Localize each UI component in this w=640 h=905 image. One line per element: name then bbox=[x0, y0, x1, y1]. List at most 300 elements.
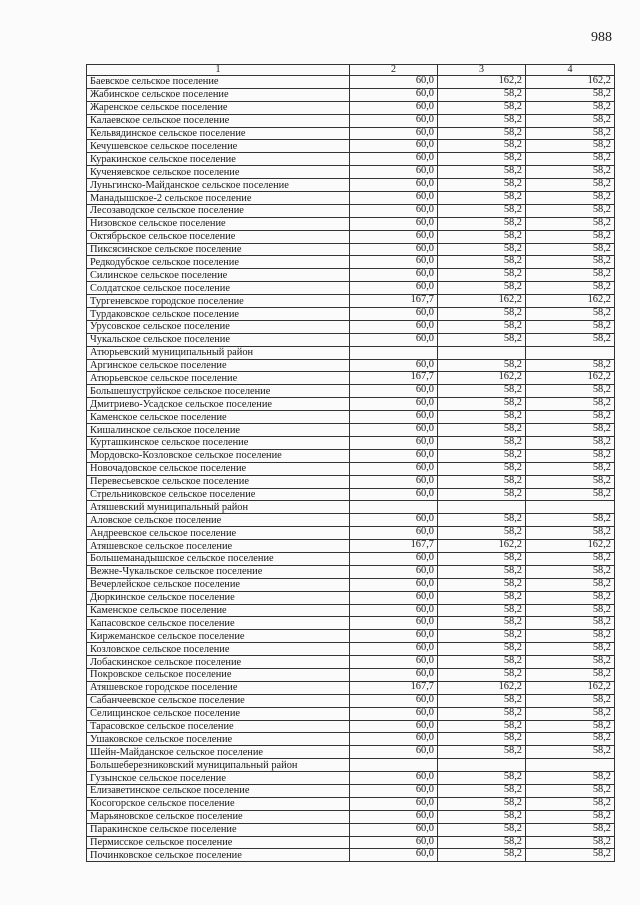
settlement-name: Калаевское сельское поселение bbox=[87, 114, 350, 127]
table-row bbox=[87, 230, 615, 243]
value-col-3: 58,2 bbox=[438, 436, 526, 449]
value-col-4: 58,2 bbox=[526, 153, 615, 166]
value-col-4: 58,2 bbox=[526, 668, 615, 681]
column-header-1: 1 bbox=[87, 65, 350, 76]
value-col-2: 60,0 bbox=[350, 398, 438, 411]
page-number: 988 bbox=[591, 30, 612, 45]
settlement-name: Лобаскинское сельское поселение bbox=[87, 656, 350, 669]
table-row bbox=[87, 527, 615, 540]
table-row bbox=[87, 462, 615, 475]
value-col-4: 58,2 bbox=[526, 140, 615, 153]
table-row bbox=[87, 823, 615, 836]
settlement-name: Андреевское сельское поселение bbox=[87, 527, 350, 540]
value-col-2: 60,0 bbox=[350, 127, 438, 140]
settlement-name: Тарасовское сельское поселение bbox=[87, 720, 350, 733]
value-col-2: 60,0 bbox=[350, 527, 438, 540]
value-col-3: 162,2 bbox=[438, 540, 526, 553]
settlement-name: Вежне-Чукальское сельское поселение bbox=[87, 565, 350, 578]
table-header-row bbox=[87, 65, 615, 76]
value-col-4: 58,2 bbox=[526, 411, 615, 424]
table-row bbox=[87, 308, 615, 321]
value-col-4: 58,2 bbox=[526, 256, 615, 269]
table-row bbox=[87, 398, 615, 411]
table-row bbox=[87, 475, 615, 488]
table-row bbox=[87, 295, 615, 308]
value-col-2: 60,0 bbox=[350, 707, 438, 720]
value-col-3: 58,2 bbox=[438, 707, 526, 720]
value-col-4: 58,2 bbox=[526, 488, 615, 501]
value-col-3: 58,2 bbox=[438, 88, 526, 101]
table-row bbox=[87, 320, 615, 333]
value-col-2: 167,7 bbox=[350, 295, 438, 308]
table-row bbox=[87, 385, 615, 398]
value-col-2: 60,0 bbox=[350, 797, 438, 810]
value-col-3: 58,2 bbox=[438, 514, 526, 527]
settlement-name: Лесозаводское сельское поселение bbox=[87, 204, 350, 217]
value-col-3: 58,2 bbox=[438, 604, 526, 617]
value-col-2: 60,0 bbox=[350, 385, 438, 398]
settlement-name: Кельвядинское сельское поселение bbox=[87, 127, 350, 140]
settlement-name: Жабинское сельское поселение bbox=[87, 88, 350, 101]
value-col-2: 60,0 bbox=[350, 514, 438, 527]
value-col-3: 58,2 bbox=[438, 475, 526, 488]
value-col-2: 60,0 bbox=[350, 643, 438, 656]
settlement-name: Куракинское сельское поселение bbox=[87, 153, 350, 166]
value-col-3: 58,2 bbox=[438, 127, 526, 140]
table-row bbox=[87, 565, 615, 578]
table-row bbox=[87, 772, 615, 785]
value-col-4: 58,2 bbox=[526, 643, 615, 656]
value-col-2: 60,0 bbox=[350, 746, 438, 759]
value-col-4: 58,2 bbox=[526, 565, 615, 578]
settlement-name: Каменское сельское поселение bbox=[87, 604, 350, 617]
empty-cell bbox=[350, 346, 438, 359]
settlement-name: Перевесьевское сельское поселение bbox=[87, 475, 350, 488]
value-col-2: 60,0 bbox=[350, 140, 438, 153]
value-col-2: 60,0 bbox=[350, 552, 438, 565]
value-col-4: 58,2 bbox=[526, 552, 615, 565]
table-row bbox=[87, 591, 615, 604]
empty-cell bbox=[350, 501, 438, 514]
value-col-3: 58,2 bbox=[438, 772, 526, 785]
value-col-2: 60,0 bbox=[350, 88, 438, 101]
value-col-3: 58,2 bbox=[438, 746, 526, 759]
settlement-name: Сабанчеевское сельское поселение bbox=[87, 694, 350, 707]
value-col-4: 58,2 bbox=[526, 810, 615, 823]
value-col-4: 58,2 bbox=[526, 449, 615, 462]
value-col-2: 60,0 bbox=[350, 114, 438, 127]
value-col-2: 60,0 bbox=[350, 308, 438, 321]
value-col-3: 58,2 bbox=[438, 179, 526, 192]
value-col-4: 162,2 bbox=[526, 295, 615, 308]
value-col-3: 58,2 bbox=[438, 643, 526, 656]
value-col-4: 58,2 bbox=[526, 707, 615, 720]
value-col-4: 58,2 bbox=[526, 424, 615, 437]
empty-cell bbox=[350, 759, 438, 772]
value-col-2: 60,0 bbox=[350, 784, 438, 797]
value-col-2: 60,0 bbox=[350, 153, 438, 166]
value-col-4: 58,2 bbox=[526, 204, 615, 217]
value-col-3: 58,2 bbox=[438, 565, 526, 578]
value-col-3: 58,2 bbox=[438, 668, 526, 681]
value-col-2: 60,0 bbox=[350, 333, 438, 346]
value-col-4: 58,2 bbox=[526, 836, 615, 849]
value-col-3: 58,2 bbox=[438, 810, 526, 823]
value-col-3: 58,2 bbox=[438, 733, 526, 746]
settlement-name: Солдатское сельское поселение bbox=[87, 282, 350, 295]
value-col-2: 60,0 bbox=[350, 617, 438, 630]
empty-cell bbox=[526, 759, 615, 772]
value-col-3: 58,2 bbox=[438, 449, 526, 462]
value-col-2: 60,0 bbox=[350, 359, 438, 372]
table-row bbox=[87, 243, 615, 256]
empty-cell bbox=[438, 501, 526, 514]
value-col-2: 60,0 bbox=[350, 733, 438, 746]
settlement-name: Аловское сельское поселение bbox=[87, 514, 350, 527]
value-col-3: 58,2 bbox=[438, 217, 526, 230]
settlement-name: Стрельниковское сельское поселение bbox=[87, 488, 350, 501]
settlement-name: Дюркинское сельское поселение bbox=[87, 591, 350, 604]
table-row bbox=[87, 114, 615, 127]
value-col-2: 60,0 bbox=[350, 411, 438, 424]
value-col-2: 60,0 bbox=[350, 565, 438, 578]
value-col-4: 58,2 bbox=[526, 694, 615, 707]
settlement-name: Урусовское сельское поселение bbox=[87, 320, 350, 333]
value-col-2: 60,0 bbox=[350, 475, 438, 488]
value-col-3: 162,2 bbox=[438, 76, 526, 89]
table-row bbox=[87, 179, 615, 192]
table-row bbox=[87, 656, 615, 669]
column-header-3: 3 bbox=[438, 65, 526, 76]
column-header-2: 2 bbox=[350, 65, 438, 76]
value-col-4: 58,2 bbox=[526, 630, 615, 643]
value-col-3: 58,2 bbox=[438, 230, 526, 243]
value-col-4: 162,2 bbox=[526, 372, 615, 385]
value-col-4: 58,2 bbox=[526, 604, 615, 617]
value-col-2: 60,0 bbox=[350, 449, 438, 462]
value-col-2: 60,0 bbox=[350, 823, 438, 836]
table-row bbox=[87, 514, 615, 527]
data-table bbox=[86, 64, 615, 862]
settlement-name: Аргинское сельское поселение bbox=[87, 359, 350, 372]
value-col-4: 58,2 bbox=[526, 617, 615, 630]
settlement-name: Кечушевское сельское поселение bbox=[87, 140, 350, 153]
table-row bbox=[87, 217, 615, 230]
value-col-2: 60,0 bbox=[350, 320, 438, 333]
value-col-3: 58,2 bbox=[438, 153, 526, 166]
settlement-name: Новочадовское сельское поселение bbox=[87, 462, 350, 475]
value-col-4: 58,2 bbox=[526, 243, 615, 256]
value-col-2: 60,0 bbox=[350, 849, 438, 862]
value-col-2: 60,0 bbox=[350, 217, 438, 230]
district-header-row bbox=[87, 759, 615, 772]
table-row bbox=[87, 707, 615, 720]
table-row bbox=[87, 282, 615, 295]
value-col-4: 58,2 bbox=[526, 359, 615, 372]
settlement-name: Пиксясинское сельское поселение bbox=[87, 243, 350, 256]
value-col-4: 58,2 bbox=[526, 720, 615, 733]
settlement-name: Паракинское сельское поселение bbox=[87, 823, 350, 836]
value-col-2: 60,0 bbox=[350, 630, 438, 643]
table-row bbox=[87, 192, 615, 205]
table-row bbox=[87, 166, 615, 179]
settlement-name: Большеманадышское сельское поселение bbox=[87, 552, 350, 565]
value-col-3: 58,2 bbox=[438, 694, 526, 707]
table-row bbox=[87, 733, 615, 746]
settlement-name: Тургеневское городское поселение bbox=[87, 295, 350, 308]
value-col-4: 58,2 bbox=[526, 88, 615, 101]
value-col-3: 162,2 bbox=[438, 372, 526, 385]
value-col-2: 167,7 bbox=[350, 372, 438, 385]
value-col-4: 58,2 bbox=[526, 333, 615, 346]
settlement-name: Починковское сельское поселение bbox=[87, 849, 350, 862]
value-col-2: 60,0 bbox=[350, 720, 438, 733]
table-row bbox=[87, 424, 615, 437]
value-col-3: 58,2 bbox=[438, 204, 526, 217]
value-col-4: 58,2 bbox=[526, 436, 615, 449]
settlement-name: Баевское сельское поселение bbox=[87, 76, 350, 89]
settlement-name: Силинское сельское поселение bbox=[87, 269, 350, 282]
district-name: Атюрьевский муниципальный район bbox=[87, 346, 350, 359]
value-col-4: 58,2 bbox=[526, 127, 615, 140]
settlement-name: Кученяевское сельское поселение bbox=[87, 166, 350, 179]
value-col-2: 60,0 bbox=[350, 230, 438, 243]
value-col-2: 60,0 bbox=[350, 179, 438, 192]
settlement-name: Жаренское сельское поселение bbox=[87, 101, 350, 114]
value-col-4: 162,2 bbox=[526, 76, 615, 89]
value-col-4: 58,2 bbox=[526, 578, 615, 591]
value-col-3: 58,2 bbox=[438, 359, 526, 372]
table-row bbox=[87, 784, 615, 797]
value-col-4: 58,2 bbox=[526, 320, 615, 333]
value-col-3: 58,2 bbox=[438, 308, 526, 321]
value-col-3: 58,2 bbox=[438, 462, 526, 475]
settlement-name: Октябрьское сельское поселение bbox=[87, 230, 350, 243]
value-col-3: 58,2 bbox=[438, 101, 526, 114]
value-col-2: 60,0 bbox=[350, 204, 438, 217]
value-col-3: 58,2 bbox=[438, 617, 526, 630]
value-col-2: 60,0 bbox=[350, 269, 438, 282]
value-col-3: 58,2 bbox=[438, 720, 526, 733]
value-col-3: 58,2 bbox=[438, 578, 526, 591]
table-row bbox=[87, 681, 615, 694]
value-col-2: 167,7 bbox=[350, 681, 438, 694]
settlement-name: Манадышское-2 сельское поселение bbox=[87, 192, 350, 205]
value-col-3: 58,2 bbox=[438, 630, 526, 643]
value-col-3: 58,2 bbox=[438, 243, 526, 256]
settlement-name: Редкодубское сельское поселение bbox=[87, 256, 350, 269]
table-row bbox=[87, 359, 615, 372]
empty-cell bbox=[438, 759, 526, 772]
value-col-4: 58,2 bbox=[526, 282, 615, 295]
value-col-2: 60,0 bbox=[350, 462, 438, 475]
table-row bbox=[87, 668, 615, 681]
table-row bbox=[87, 578, 615, 591]
table-row bbox=[87, 127, 615, 140]
value-col-3: 58,2 bbox=[438, 656, 526, 669]
table-row bbox=[87, 604, 615, 617]
value-col-4: 58,2 bbox=[526, 784, 615, 797]
settlement-name: Селищинское сельское поселение bbox=[87, 707, 350, 720]
value-col-4: 58,2 bbox=[526, 849, 615, 862]
table-row bbox=[87, 333, 615, 346]
value-col-4: 58,2 bbox=[526, 746, 615, 759]
value-col-4: 58,2 bbox=[526, 385, 615, 398]
settlement-name: Косогорское сельское поселение bbox=[87, 797, 350, 810]
settlement-name: Кишалинское сельское поселение bbox=[87, 424, 350, 437]
settlement-name: Дмитриево-Усадское сельское поселение bbox=[87, 398, 350, 411]
table-row bbox=[87, 552, 615, 565]
value-col-4: 58,2 bbox=[526, 733, 615, 746]
table-row bbox=[87, 694, 615, 707]
table-row bbox=[87, 101, 615, 114]
district-header-row bbox=[87, 346, 615, 359]
table-row bbox=[87, 256, 615, 269]
value-col-4: 58,2 bbox=[526, 591, 615, 604]
value-col-2: 60,0 bbox=[350, 76, 438, 89]
value-col-2: 60,0 bbox=[350, 668, 438, 681]
table-row bbox=[87, 720, 615, 733]
value-col-3: 58,2 bbox=[438, 320, 526, 333]
value-col-4: 58,2 bbox=[526, 166, 615, 179]
empty-cell bbox=[526, 346, 615, 359]
value-col-3: 58,2 bbox=[438, 784, 526, 797]
table-row bbox=[87, 540, 615, 553]
value-col-2: 60,0 bbox=[350, 591, 438, 604]
value-col-3: 58,2 bbox=[438, 385, 526, 398]
empty-cell bbox=[526, 501, 615, 514]
value-col-3: 58,2 bbox=[438, 591, 526, 604]
value-col-2: 60,0 bbox=[350, 101, 438, 114]
table-row bbox=[87, 836, 615, 849]
district-header-row bbox=[87, 501, 615, 514]
value-col-2: 60,0 bbox=[350, 772, 438, 785]
value-col-3: 58,2 bbox=[438, 114, 526, 127]
value-col-3: 58,2 bbox=[438, 488, 526, 501]
value-col-4: 58,2 bbox=[526, 114, 615, 127]
value-col-4: 58,2 bbox=[526, 462, 615, 475]
settlement-name: Козловское сельское поселение bbox=[87, 643, 350, 656]
settlement-name: Ушаковское сельское поселение bbox=[87, 733, 350, 746]
settlement-name: Атюрьевское сельское поселение bbox=[87, 372, 350, 385]
value-col-4: 162,2 bbox=[526, 681, 615, 694]
district-name: Большеберезниковский муниципальный район bbox=[87, 759, 350, 772]
value-col-3: 58,2 bbox=[438, 527, 526, 540]
settlement-name: Турдаковское сельское поселение bbox=[87, 308, 350, 321]
value-col-3: 58,2 bbox=[438, 192, 526, 205]
value-col-4: 58,2 bbox=[526, 823, 615, 836]
table-row bbox=[87, 849, 615, 862]
value-col-3: 58,2 bbox=[438, 269, 526, 282]
value-col-2: 60,0 bbox=[350, 436, 438, 449]
table-row bbox=[87, 436, 615, 449]
value-col-4: 58,2 bbox=[526, 772, 615, 785]
settlement-name: Мордовско-Козловское сельское поселение bbox=[87, 449, 350, 462]
value-col-3: 58,2 bbox=[438, 256, 526, 269]
value-col-3: 58,2 bbox=[438, 166, 526, 179]
value-col-4: 58,2 bbox=[526, 475, 615, 488]
settlement-name: Капасовское сельское поселение bbox=[87, 617, 350, 630]
table-row bbox=[87, 488, 615, 501]
value-col-3: 58,2 bbox=[438, 333, 526, 346]
value-col-4: 162,2 bbox=[526, 540, 615, 553]
table-row bbox=[87, 617, 615, 630]
value-col-3: 58,2 bbox=[438, 823, 526, 836]
value-col-3: 58,2 bbox=[438, 398, 526, 411]
empty-cell bbox=[438, 346, 526, 359]
value-col-2: 60,0 bbox=[350, 488, 438, 501]
value-col-3: 162,2 bbox=[438, 681, 526, 694]
value-col-4: 58,2 bbox=[526, 656, 615, 669]
table-row bbox=[87, 76, 615, 89]
table-row bbox=[87, 630, 615, 643]
value-col-2: 60,0 bbox=[350, 836, 438, 849]
table-row bbox=[87, 411, 615, 424]
settlement-name: Атяшевское сельское поселение bbox=[87, 540, 350, 553]
value-col-2: 60,0 bbox=[350, 578, 438, 591]
value-col-4: 58,2 bbox=[526, 797, 615, 810]
table-row bbox=[87, 204, 615, 217]
settlement-name: Каменское сельское поселение bbox=[87, 411, 350, 424]
settlement-name: Гузынское сельское поселение bbox=[87, 772, 350, 785]
table-row bbox=[87, 449, 615, 462]
district-name: Атяшевский муниципальный район bbox=[87, 501, 350, 514]
value-col-3: 58,2 bbox=[438, 282, 526, 295]
table-row bbox=[87, 153, 615, 166]
settlement-name: Покровское сельское поселение bbox=[87, 668, 350, 681]
value-col-2: 60,0 bbox=[350, 656, 438, 669]
settlement-name: Луньгинско-Майданское сельское поселение bbox=[87, 179, 350, 192]
value-col-3: 58,2 bbox=[438, 849, 526, 862]
value-col-4: 58,2 bbox=[526, 217, 615, 230]
value-col-3: 58,2 bbox=[438, 836, 526, 849]
value-col-2: 167,7 bbox=[350, 540, 438, 553]
table-row bbox=[87, 140, 615, 153]
value-col-4: 58,2 bbox=[526, 398, 615, 411]
settlement-name: Чукальское сельское поселение bbox=[87, 333, 350, 346]
settlement-name: Шейн-Майданское сельское поселение bbox=[87, 746, 350, 759]
value-col-4: 58,2 bbox=[526, 179, 615, 192]
table-body bbox=[87, 76, 615, 862]
value-col-2: 60,0 bbox=[350, 694, 438, 707]
value-col-4: 58,2 bbox=[526, 527, 615, 540]
value-col-3: 58,2 bbox=[438, 424, 526, 437]
settlement-name: Пермисское сельское поселение bbox=[87, 836, 350, 849]
settlement-name: Елизаветинское сельское поселение bbox=[87, 784, 350, 797]
value-col-3: 58,2 bbox=[438, 797, 526, 810]
value-col-4: 58,2 bbox=[526, 230, 615, 243]
value-col-3: 58,2 bbox=[438, 552, 526, 565]
value-col-2: 60,0 bbox=[350, 604, 438, 617]
value-col-4: 58,2 bbox=[526, 101, 615, 114]
value-col-4: 58,2 bbox=[526, 269, 615, 282]
value-col-4: 58,2 bbox=[526, 308, 615, 321]
table-row bbox=[87, 88, 615, 101]
value-col-3: 58,2 bbox=[438, 140, 526, 153]
value-col-2: 60,0 bbox=[350, 243, 438, 256]
settlement-name: Киржеманское сельское поселение bbox=[87, 630, 350, 643]
value-col-4: 58,2 bbox=[526, 514, 615, 527]
table-row bbox=[87, 643, 615, 656]
value-col-2: 60,0 bbox=[350, 166, 438, 179]
settlement-name: Курташкинское сельское поселение bbox=[87, 436, 350, 449]
value-col-2: 60,0 bbox=[350, 256, 438, 269]
value-col-2: 60,0 bbox=[350, 282, 438, 295]
settlement-name: Атяшевское городское поселение bbox=[87, 681, 350, 694]
value-col-3: 58,2 bbox=[438, 411, 526, 424]
value-col-3: 162,2 bbox=[438, 295, 526, 308]
value-col-4: 58,2 bbox=[526, 192, 615, 205]
